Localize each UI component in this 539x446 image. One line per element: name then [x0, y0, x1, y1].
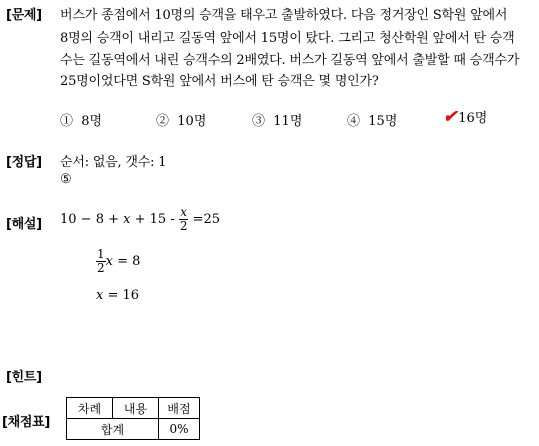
equation-2	[96, 248, 140, 275]
choice-mark: ①	[60, 114, 74, 129]
checkmark-icon: ✔	[443, 107, 458, 127]
choice-4[interactable]	[347, 110, 397, 129]
table-row	[67, 398, 200, 419]
eq-text: 10 − 8 +	[60, 212, 124, 227]
scoring-label: [채점표]	[2, 415, 51, 430]
answer-info: 순서: 없음, 갯수: 1	[60, 155, 167, 170]
hint-label: [힌트]	[6, 370, 42, 385]
choice-text: 8명	[81, 114, 103, 129]
problem-line: 25명이었다면 S학원 앞에서 버스에 탄 승객은 몇 명인가?	[60, 74, 379, 89]
equation-1	[60, 206, 220, 233]
choice-mark: ③	[252, 114, 266, 129]
fraction-denominator: 2	[179, 219, 188, 233]
table-header-cell: 배점	[159, 398, 200, 419]
answer-value: ⑤	[60, 172, 72, 187]
problem-line: 8명의 승객이 내리고 길동역 앞에서 15명이 탔다. 그리고 청산학원 앞에서 탄 승객	[60, 31, 515, 46]
eq-var: x	[105, 254, 113, 269]
problem-label: [문제]	[6, 8, 42, 23]
eq-text: = 8	[112, 254, 141, 269]
table-header-cell: 차례	[67, 398, 113, 419]
eq-var: x	[96, 288, 104, 303]
equation-3	[96, 288, 139, 303]
choice-text: 15명	[368, 114, 398, 129]
choice-text: 16명	[458, 111, 488, 126]
choice-mark: ④	[347, 114, 361, 129]
eq-text: + 15 -	[130, 212, 179, 227]
choice-3[interactable]	[252, 110, 302, 129]
fraction-numerator: x	[180, 205, 188, 219]
choice-5[interactable]	[443, 107, 487, 127]
table-total-label: 합계	[67, 419, 159, 440]
answer-label: [정답]	[6, 155, 42, 170]
table-total-value: 0%	[159, 419, 200, 440]
choice-1[interactable]	[60, 110, 102, 129]
choice-text: 10명	[177, 114, 207, 129]
fraction-numerator: 1	[97, 247, 105, 261]
score-table	[66, 397, 200, 440]
fraction-denominator: 2	[97, 261, 105, 275]
eq-var: x	[123, 212, 131, 227]
choice-2[interactable]	[156, 110, 206, 129]
eq-text: =25	[188, 212, 221, 227]
fraction	[96, 248, 106, 275]
table-row	[67, 419, 200, 440]
table-header-cell: 내용	[113, 398, 159, 419]
choice-mark: ②	[156, 114, 170, 129]
choice-text: 11명	[273, 114, 303, 129]
problem-line: 버스가 종점에서 10명의 승객을 태우고 출발하였다. 다음 정거장인 S학원 앞에서	[60, 8, 508, 23]
eq-text: = 16	[103, 288, 140, 303]
explanation-label: [해설]	[6, 217, 42, 232]
problem-line: 수는 길동역에서 내린 승객수의 2배였다. 버스가 길동역 앞에서 출발할 때 승객수가	[60, 53, 520, 68]
